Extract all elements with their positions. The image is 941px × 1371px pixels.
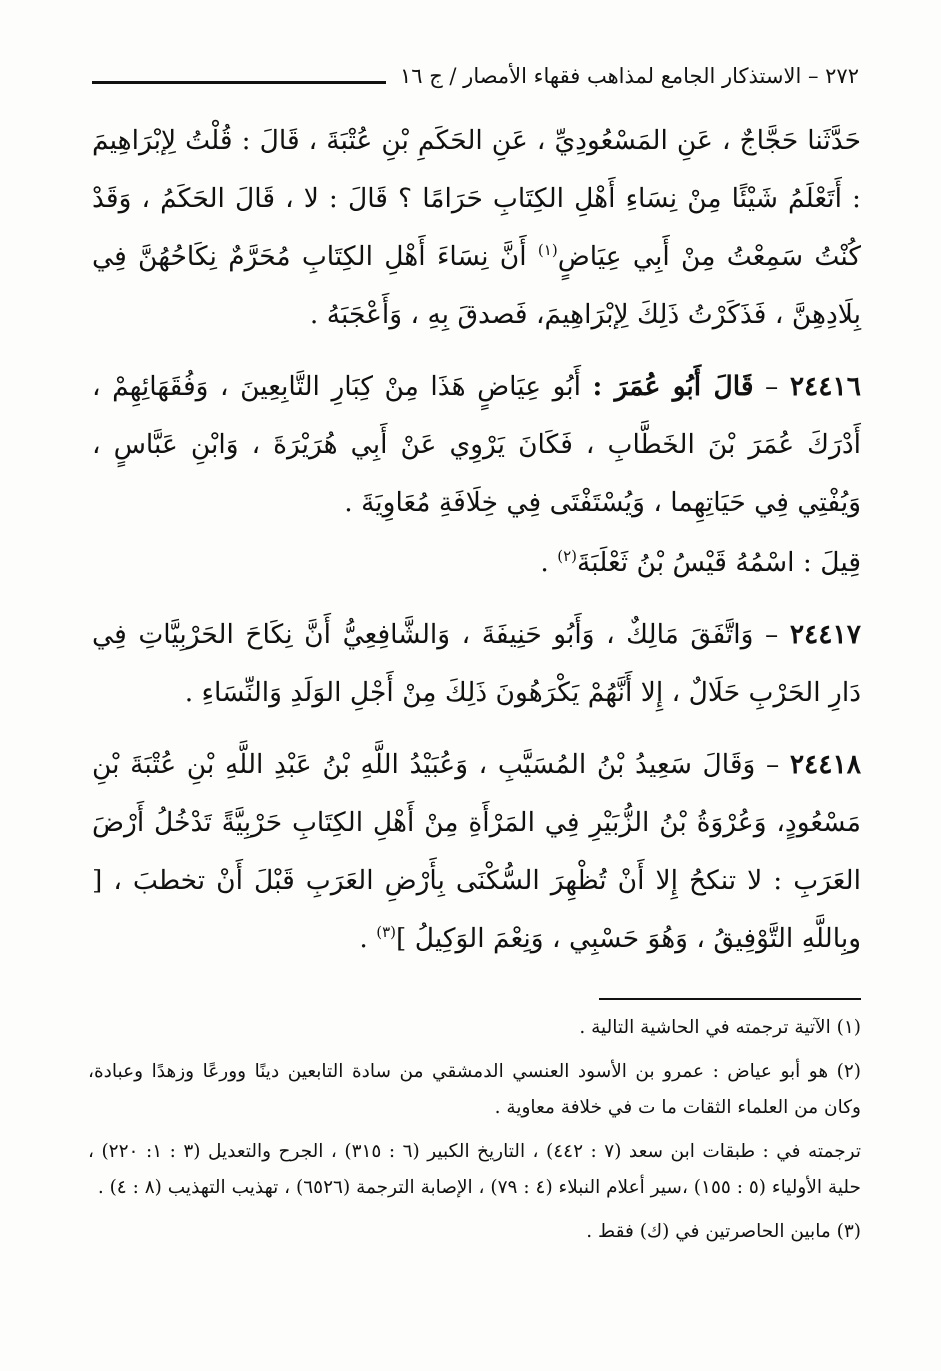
- footnote-ref-2: (٢): [557, 547, 577, 566]
- paragraph-end: .: [359, 923, 377, 954]
- paragraph-name-note: [92, 534, 861, 592]
- paragraph-text: قِيلَ : اسْمُهُ قَيْسُ بْنُ ثَعْلَبَةَ: [576, 547, 861, 578]
- paragraph-text: أَنَّ نِسَاءَ أَهْلِ الكِتَابِ مُحَرَّمٌ نِكَاحُهُنَّ فِي بِلَادِهِنَّ ، فَذَكَرْتُ ذَلِكَ لِإبْرَاهِيمَ، فَصدقَ بِهِ ، وَأَعْجَبَهُ .: [92, 241, 861, 330]
- paragraph-text: – وَاتَّفَقَ مَالِكٌ ، وَأَبُو حَنِيفَةَ ، وَالشَّافِعِيُّ أَنَّ نِكَاحَ الحَرْبِيَّاتِ فِي دَارِ الحَرْبِ حَلَالٌ ، إِلا أَنَّهُمْ يَكْرَهُونَ ذَلِكَ مِنْ أَجْلِ الوَلَدِ وَالنِّسَاءِ .: [92, 619, 861, 708]
- header-rule: [92, 81, 386, 84]
- footnote-separator: [599, 998, 861, 1000]
- paragraph-number: ٢٤٤١٨: [789, 749, 861, 780]
- paragraph-number: ٢٤٤١٦: [789, 371, 861, 402]
- footnote-ref-3: (٣): [376, 923, 396, 942]
- footnote-2: (٢) هو أبو عياض : عمرو بن الأسود العنسي الدمشقي من سادة التابعين دينًا وورعًا وزهدًا وعبادة، وكان من العلماء الثقات ما ت في خلافة معاوية .: [88, 1061, 861, 1118]
- page-header: [92, 52, 859, 88]
- main-text: [92, 112, 861, 968]
- paragraph-text: – وَقَالَ سَعِيدُ بْنُ المُسَيَّبِ ، وَعُبَيْدُ اللَّهِ بْنُ عَبْدِ اللَّهِ بْنِ عُتْبَةَ بْنِ مَسْعُودٍ، وَعُرْوَةُ بْنُ الزُّبَيْرِ فِي المَرْأَةِ مِنْ أَهْلِ الكِتَابِ حَرْبِيَّةً تَدْخُلُ أَرْضَ العَرَبِ : لا تنكحُ إِلا أَنْ تُظْهِرَ السُّكْنَى بِأَرْضِ العَرَبِ قَبْلَ أَنْ تخطبَ ، [ وبِاللَّهِ التَّوْفِيقُ ، وَهُوَ حَسْبِي ، وَنِعْمَ الوَكِيلُ ]: [92, 749, 862, 954]
- paragraph-text: أَبُو عِيَاضٍ هَذَا مِنْ كِبَارِ التَّابِعِينَ ، وَفُقَهَائِهِمْ ، أَدْرَكَ عُمَرَ بْنَ الخَطَّابِ ، فَكَانَ يَرْوِي عَنْ أَبِي هُرَيْرَةَ ، وَابْنِ عَبَّاسٍ ، وَيُفْتِي فِي حَيَاتِهِما ، وَيُسْتَفْتَى فِي خِلَافَةِ مُعَاوِيَةَ .: [92, 371, 861, 518]
- paragraph-end: .: [540, 547, 558, 578]
- paragraph-24417: [92, 606, 861, 722]
- speaker-label: قَالَ أَبُو عُمَرَ :: [592, 371, 754, 402]
- paragraph-hadith: [92, 112, 861, 344]
- paragraph-24416: ٢٤٤١٦ – قَالَ أَبُو عُمَرَ : أَبُو عِيَاضٍ هَذَا مِنْ كِبَارِ التَّابِعِينَ ، وَفُقَهَائِهِمْ ، أَدْرَكَ عُمَرَ بْنَ الخَطَّابِ ، فَكَانَ يَرْوِي عَنْ أَبِي هُرَيْرَةَ ، وَابْنِ عَبَّاسٍ ، وَيُفْتِي فِي حَيَاتِهِما ، وَيُسْتَفْتَى فِي خِلَافَةِ مُعَاوِيَةَ .: [92, 371, 861, 518]
- paragraph-text: حَدَّثَنا حَجَّاجٌ ، عَنِ المَسْعُودِيِّ ، عَنِ الحَكَمِ بْنِ عُتْبَةَ ، قَالَ : قُلْتُ لِإبْرَاهِيمَ : أَتَعْلَمُ شَيْئًا مِنْ نِسَاءِ أَهْلِ الكِتَابِ حَرَامًا ؟ قَالَ : لا ، قَالَ الحَكَمُ ، وَقَدْ كُنْتُ سَمِعْتُ مِنْ أَبِي عِيَاضٍ: [92, 125, 861, 272]
- paragraph-number: ٢٤٤١٧: [789, 619, 861, 650]
- footnote-3: (٣) مابين الحاصرتين في (ك) فقط .: [586, 1221, 861, 1242]
- footnote-ref-1: (١): [537, 241, 558, 260]
- footnotes: [88, 1010, 861, 1250]
- footnote-2-sources: ترجمته في : طبقات ابن سعد (٧ : ٤٤٢) ، التاريخ الكبير (٦ : ٣١٥) ، الجرح والتعديل (٣ : ١: ٢٢٠) ، حلية الأولياء (٥ : ١٥٥) ،سير أعلام النبلاء (٤ : ٧٩) ، الإصابة الترجمة (٦٥٢٦) ، تهذيب التهذيب (٨ : ٤) .: [88, 1141, 861, 1198]
- running-title: ٢٧٢ – الاستذكار الجامع لمذاهب فقهاء الأمصار / ج ١٦: [399, 63, 859, 88]
- footnote-1: (١) الآتية ترجمته في الحاشية التالية .: [579, 1017, 861, 1038]
- paragraph-24418: [92, 736, 861, 968]
